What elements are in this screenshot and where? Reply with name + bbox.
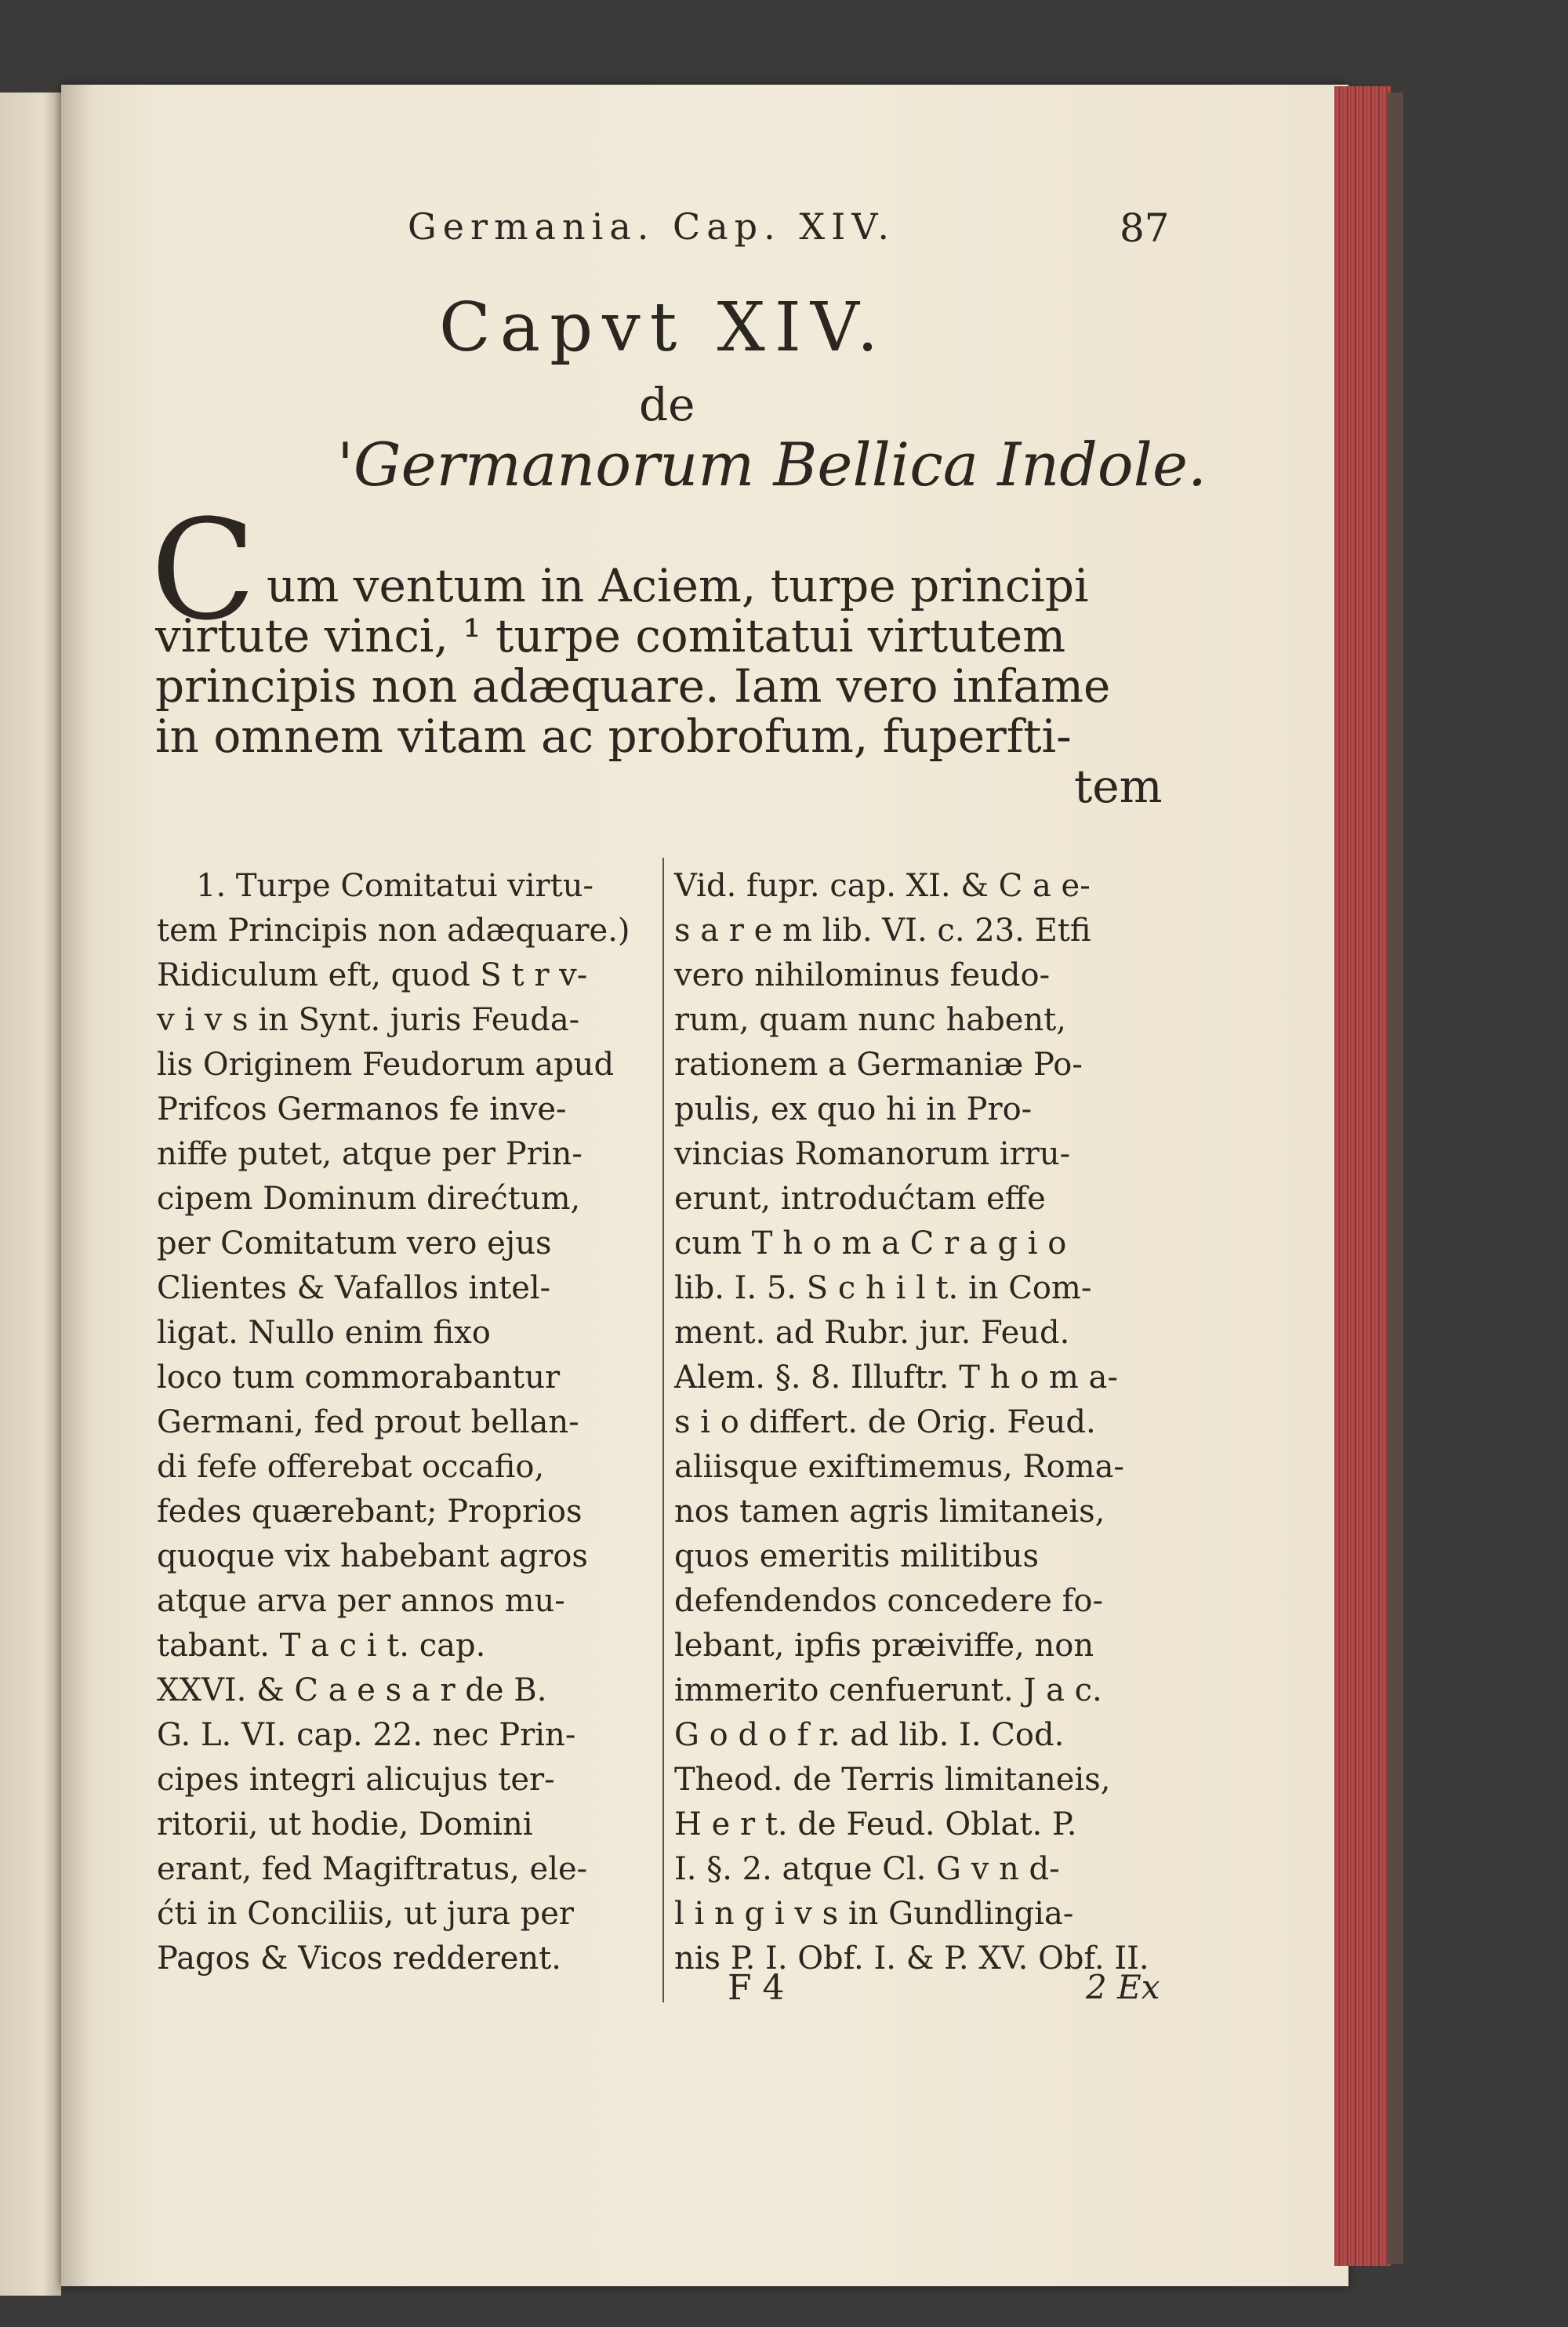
footnote-line: aliisque exiftimemus, Roma- bbox=[674, 1449, 1124, 1485]
footnote-line: quoque vix habebant agros bbox=[157, 1538, 588, 1574]
footnote-line: s i o differt. de Orig. Feud. bbox=[674, 1404, 1096, 1440]
footnote-line: erant, fed Magiftratus, ele- bbox=[157, 1851, 588, 1887]
footnote-line: fedes quærebant; Proprios bbox=[157, 1494, 583, 1530]
page-gutter-shadow bbox=[61, 85, 93, 2286]
main-text-line: tem bbox=[1074, 760, 1163, 813]
drop-capital: C bbox=[151, 490, 256, 651]
footnote-line: di fefe offerebat occafio, bbox=[157, 1449, 545, 1485]
page-number: 87 bbox=[1120, 205, 1170, 251]
footnote-line: ligat. Nullo enim fixo bbox=[157, 1315, 491, 1351]
footnote-line: XXVI. & C a e s a r de B. bbox=[157, 1672, 547, 1708]
footnote-line: Clientes & Vafallos intel- bbox=[157, 1270, 551, 1306]
footnote-line: cum T h o m a C r a g i o bbox=[674, 1225, 1067, 1262]
red-page-edges bbox=[1334, 86, 1391, 2266]
footnote-line: quos emeritis militibus bbox=[674, 1538, 1040, 1574]
footnote-line: Ridiculum eft, quod S t r v- bbox=[157, 957, 588, 993]
footnote-line: Pagos & Vicos redderent. bbox=[157, 1940, 561, 1977]
footnote-line: loco tum commorabantur bbox=[157, 1360, 561, 1396]
footnote-line: lis Originem Feudorum apud bbox=[157, 1047, 615, 1083]
footnote-line: Vid. fupr. cap. XI. & C a e- bbox=[674, 868, 1091, 904]
footnote-line: G. L. VI. cap. 22. nec Prin- bbox=[157, 1717, 576, 1753]
footnote-line: defendendos concedere fo- bbox=[674, 1583, 1103, 1619]
footnote-line: v i v s in Synt. juris Feuda- bbox=[157, 1002, 580, 1038]
footnote-line: H e r t. de Feud. Oblat. P. bbox=[674, 1806, 1077, 1842]
footnote-line: I. §. 2. atque Cl. G v n d- bbox=[674, 1851, 1060, 1887]
footnote-line: s a r e m lib. VI. c. 23. Etfi bbox=[674, 913, 1091, 949]
catchword: 2 Ex bbox=[1086, 1968, 1160, 2006]
signature-mark: F 4 bbox=[728, 1968, 785, 2008]
main-text-line: virtute vinci, ¹ turpe comitatui virtutem bbox=[155, 609, 1066, 663]
previous-page-edge bbox=[0, 93, 61, 2296]
chapter-subtitle: 'Germanorum Bellica Indole. bbox=[337, 430, 1207, 499]
footnote-line: tem Principis non adæquare.) bbox=[157, 913, 630, 949]
footnote-line: nis P. I. Obf. I. & P. XV. Obf. II. bbox=[674, 1940, 1149, 1977]
footnote-line: 1. Turpe Comitatui virtu- bbox=[196, 868, 593, 904]
footnote-line: nos tamen agris limitaneis, bbox=[674, 1494, 1105, 1530]
footnote-line: ćti in Conciliis, ut jura per bbox=[157, 1896, 575, 1932]
chapter-title: Capvt XIV. bbox=[439, 289, 888, 367]
footnote-line: ment. ad Rubr. jur. Feud. bbox=[674, 1315, 1070, 1351]
running-title: Germania. Cap. XIV. bbox=[408, 205, 896, 248]
footnote-line: vero nihilominus feudo- bbox=[674, 957, 1051, 993]
footnote-line: cipes integri alicujus ter- bbox=[157, 1762, 555, 1798]
footnote-line: l i n g i v s in Gundlingia- bbox=[674, 1896, 1074, 1932]
book-cover-edge bbox=[1388, 93, 1403, 2264]
main-text-line: um ventum in Aciem, turpe principi bbox=[267, 559, 1089, 612]
footnote-line: Germani, fed prout bellan- bbox=[157, 1404, 579, 1440]
footnote-line: Theod. de Terris limitaneis, bbox=[674, 1762, 1111, 1798]
footnote-line: Alem. §. 8. Illuftr. T h o m a- bbox=[674, 1360, 1118, 1396]
footnote-line: rationem a Germaniæ Po- bbox=[674, 1047, 1083, 1083]
footnote-line: rum, quam nunc habent, bbox=[674, 1002, 1066, 1038]
footnote-line: lebant, ipfis præiviffe, non bbox=[674, 1628, 1094, 1664]
column-divider bbox=[662, 858, 664, 2002]
footnote-line: atque arva per annos mu- bbox=[157, 1583, 565, 1619]
footnote-line: lib. I. 5. S c h i l t. in Com- bbox=[674, 1270, 1092, 1306]
footnote-line: pulis, ex quo hi in Pro- bbox=[674, 1091, 1033, 1127]
footnote-line: ritorii, ut hodie, Domini bbox=[157, 1806, 533, 1842]
footnote-line: tabant. T a c i t. cap. bbox=[157, 1628, 486, 1664]
footnote-line: per Comitatum vero ejus bbox=[157, 1225, 552, 1262]
chapter-de: de bbox=[639, 378, 695, 431]
footnote-line: vincias Romanorum irru- bbox=[674, 1136, 1071, 1172]
main-text-line: in omnem vitam ac probrofum, fuperfti- bbox=[155, 710, 1072, 763]
main-text-line: principis non adæquare. Iam vero infame bbox=[155, 659, 1111, 713]
footnote-line: immerito cenfuerunt. J a c. bbox=[674, 1672, 1102, 1708]
footnote-line: niffe putet, atque per Prin- bbox=[157, 1136, 583, 1172]
footnote-line: cipem Dominum direćtum, bbox=[157, 1181, 581, 1217]
footnote-line: Prifcos Germanos fe inve- bbox=[157, 1091, 567, 1127]
footnote-line: erunt, introdućtam effe bbox=[674, 1181, 1046, 1217]
footnote-line: G o d o f r. ad lib. I. Cod. bbox=[674, 1717, 1065, 1753]
